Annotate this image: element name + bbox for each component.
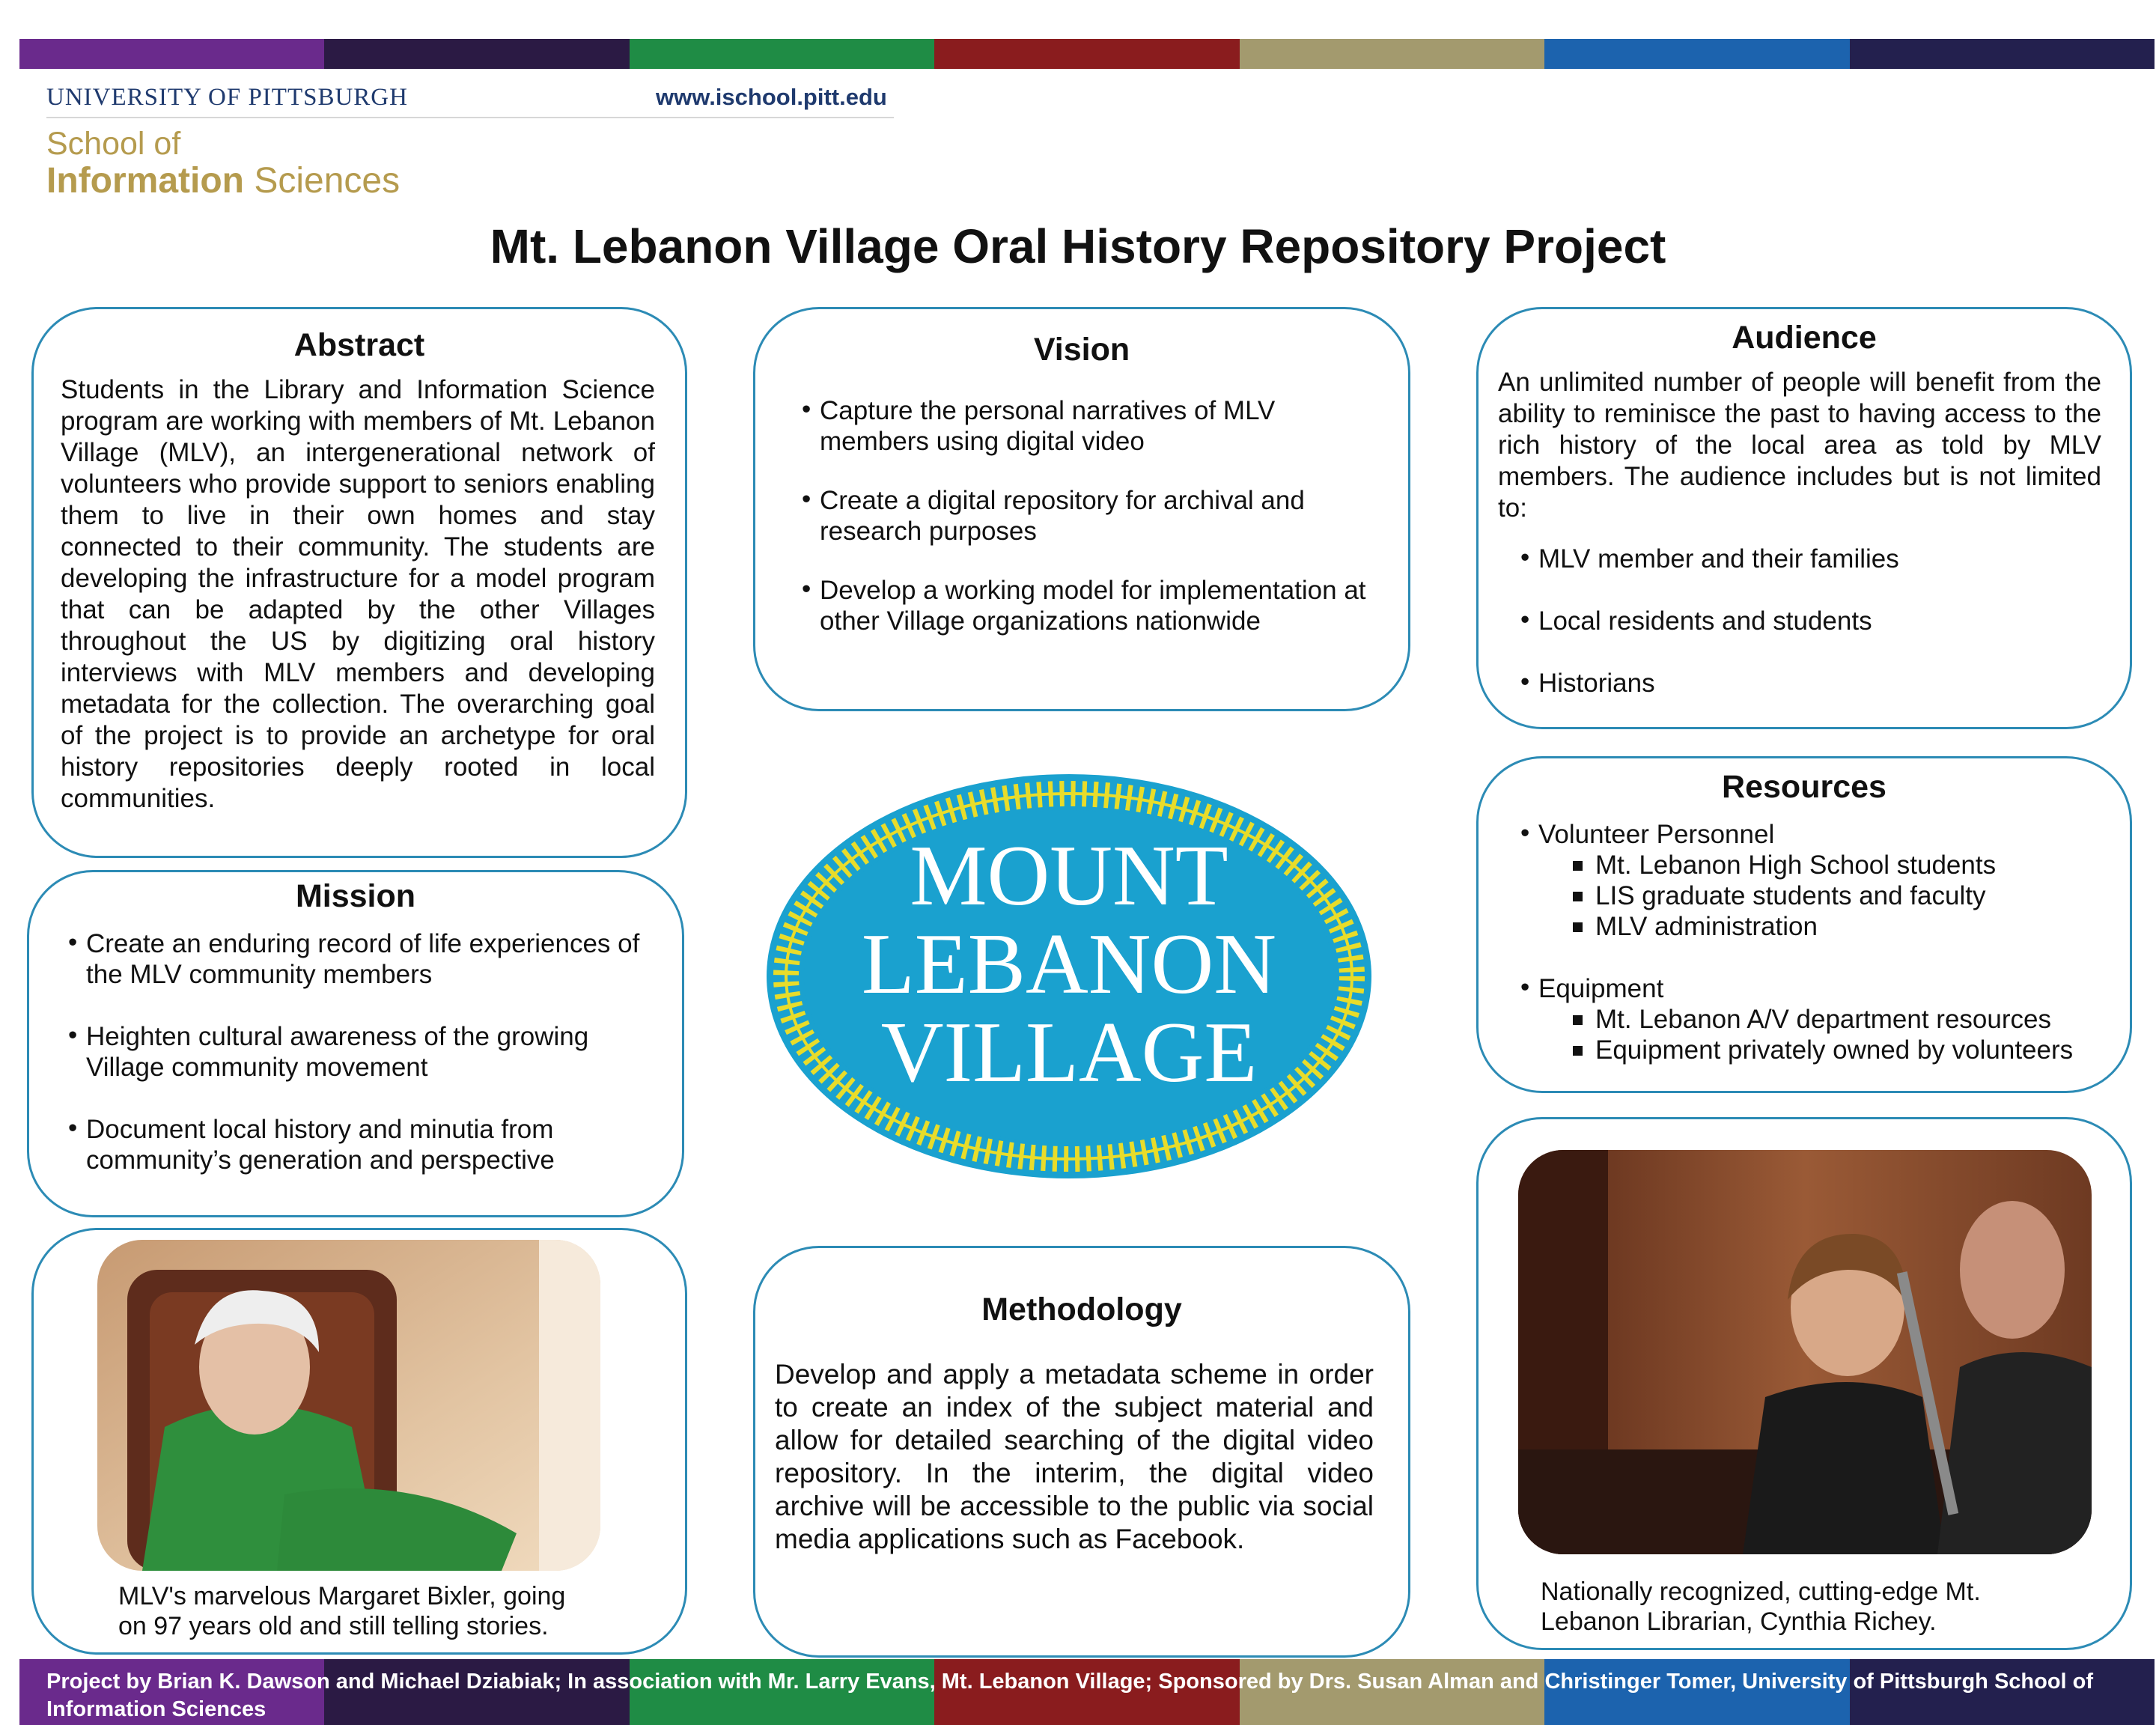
abstract-text: Students in the Library and Information Science program are working with members of Mt. Lebanon Village (MLV), an intergenerational network of volunteers who provide support to seniors enabling them to live in their own homes and stay connected to their community. The students are developing the infrastructure for a model program that can be adapted by the other Villages throughout the US by digitizing oral history interviews with MLV members and developing metadata for the collection. The overarching goal of the project is to provide an archetype for oral history repositories deeply rooted in local communities. — [61, 375, 655, 813]
resources-list — [1520, 819, 2130, 1065]
audience-item: • Historians — [1520, 668, 2130, 699]
logo-oval-svg — [764, 771, 1374, 1181]
stripe-segment-purple — [19, 39, 324, 69]
resources-group-label: Volunteer Personnel — [1538, 820, 1775, 849]
methodology-text: Develop and apply a metadata scheme in order to create an index of the subject material and allow for detailed searching of the digital video repository. In the interim, the digital video archive will be accessible to the public via social media applications such as Facebook. — [775, 1359, 1374, 1554]
logo-word-mount: MOUNT — [910, 828, 1228, 924]
audience-heading: Audience — [1732, 320, 1877, 356]
photo-right-caption-line: Lebanon Librarian, Cynthia Richey. — [1541, 1607, 1937, 1636]
resources-group-label: Equipment — [1538, 974, 1664, 1003]
abstract-heading: Abstract — [293, 327, 425, 363]
audience-item: • Local residents and students — [1520, 606, 2130, 636]
top-color-stripe — [19, 39, 2155, 69]
resources-subitem: LIS graduate students and faculty — [1573, 880, 2130, 911]
stripe-segment-red — [934, 39, 1239, 69]
mission-item: • Create an enduring record of life experiences of the MLV community members — [68, 928, 660, 990]
header-divider — [46, 117, 894, 118]
photo-left-caption-line: on 97 years old and still telling stories. — [118, 1612, 549, 1640]
vision-list — [802, 395, 1390, 636]
vision-item: • Capture the personal narratives of MLV members using digital video — [802, 395, 1390, 457]
vision-heading: Vision — [1033, 332, 1130, 368]
abstract-panel — [31, 307, 687, 858]
logo-word-lebanon: LEBANON — [861, 916, 1277, 1012]
resources-group — [1520, 819, 2130, 942]
photo-left-caption-line: MLV's marvelous Margaret Bixler, going — [118, 1582, 566, 1610]
university-name: UNIVERSITY OF PITTSBURGH — [46, 84, 408, 111]
audience-item: • MLV member and their families — [1520, 544, 2130, 574]
resources-subitem: Mt. Lebanon A/V department resources — [1573, 1004, 2130, 1035]
mission-panel — [27, 870, 684, 1217]
methodology-heading: Methodology — [981, 1292, 1182, 1327]
mission-item: • Heighten cultural awareness of the growing Village community movement — [68, 1021, 660, 1083]
audience-text: An unlimited number of people will benefit from the ability to reminisce the past to having access to the rich history of the local area as told by MLV members. The audience includes but is not limited to: — [1498, 368, 2101, 523]
school-name-bold: Information — [46, 161, 244, 201]
mission-item: • Document local history and minutia from community’s generation and perspective — [68, 1114, 660, 1175]
photo-cynthia-richey — [1518, 1150, 2092, 1554]
school-name-line2 — [46, 160, 400, 201]
resources-subitem: Mt. Lebanon High School students — [1573, 850, 2130, 880]
methodology-panel — [753, 1246, 1410, 1658]
resources-group — [1520, 973, 2130, 1065]
vision-panel — [753, 307, 1410, 711]
stripe-segment-navy — [1850, 39, 2155, 69]
school-name-line1: School of — [46, 126, 181, 162]
photo-right-caption — [1541, 1577, 1981, 1637]
mlv-logo — [764, 771, 1374, 1181]
mission-list — [68, 928, 660, 1175]
logo-word-village: VILLAGE — [880, 1005, 1258, 1101]
stripe-segment-blue — [1544, 39, 1849, 69]
school-name-rest: Sciences — [243, 161, 401, 201]
resources-heading: Resources — [1722, 769, 1886, 805]
stripe-segment-green — [630, 39, 934, 69]
photo-margaret-bixler — [97, 1240, 600, 1571]
resources-sublist — [1538, 1004, 2130, 1065]
resources-panel — [1476, 756, 2132, 1093]
photo-right-illustration — [1518, 1150, 2092, 1554]
photo-left-illustration — [97, 1240, 600, 1571]
photo-right-caption-line: Nationally recognized, cutting-edge Mt. — [1541, 1578, 1981, 1606]
vision-item: • Create a digital repository for archival and research purposes — [802, 485, 1390, 547]
photo-left-caption — [118, 1581, 565, 1641]
audience-list — [1520, 544, 2130, 699]
footer-credits: Project by Brian K. Dawson and Michael Dziabiak; In association with Mr. Larry Evans, Mt. Lebanon Village; Sponsored by Drs. Susan Alman and Christinger Tomer, University of Pittsburgh School of Information Sciences — [46, 1670, 2094, 1721]
resources-sublist — [1538, 850, 2130, 942]
stripe-segment-darkpurple — [324, 39, 629, 69]
stripe-segment-khaki — [1240, 39, 1544, 69]
school-url-link[interactable]: www.ischool.pitt.edu — [656, 84, 887, 110]
resources-subitem: Equipment privately owned by volunteers — [1573, 1035, 2130, 1065]
audience-panel — [1476, 307, 2132, 729]
vision-item: • Develop a working model for implementation at other Village organizations nationwide — [802, 575, 1390, 636]
poster-title: Mt. Lebanon Village Oral History Repository Project — [490, 219, 1666, 273]
resources-subitem: MLV administration — [1573, 911, 2130, 942]
mission-heading: Mission — [295, 878, 416, 914]
